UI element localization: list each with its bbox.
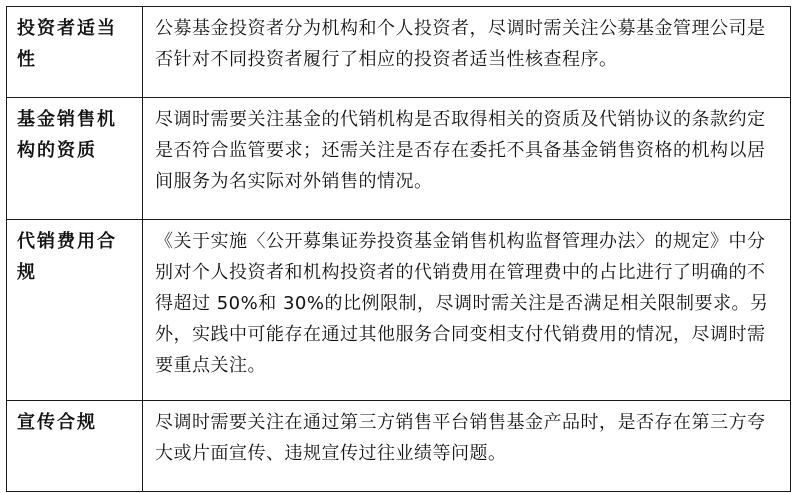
- row-content-agency-fee-compliance: 《关于实施〈公开募集证券投资基金销售机构监督管理办法〉的规定》中分别对个人投资者和机构投资者的代销费用在管理费中的占比进行了明确的不得超过 50%和 30%的比例限制，尽调时需关注是否满足相关限制要求。另外，实践中可能存在通过其他服务合同变相支付代销费用的情况，尽调时需要重点关注。: [143, 220, 791, 401]
- row-content-promotion-compliance: 尽调时需要关注在通过第三方销售平台销售基金产品时，是否存在第三方夸大或片面宣传、违规宣传过往业绩等问题。: [143, 401, 791, 492]
- table-row: [7, 401, 791, 492]
- row-label-agency-fee-compliance: 代销费用合规: [7, 220, 143, 401]
- row-label-promotion-compliance: 宣传合规: [7, 401, 143, 492]
- row-label-sales-agency-qualification: 基金销售机构的资质: [7, 98, 143, 220]
- table-row: [7, 220, 791, 401]
- due-diligence-table: [6, 6, 791, 492]
- table-row: [7, 98, 791, 220]
- row-content-investor-suitability: 公募基金投资者分为机构和个人投资者，尽调时需关注公募基金管理公司是否针对不同投资者履行了相应的投资者适当性核查程序。: [143, 7, 791, 98]
- row-content-sales-agency-qualification: 尽调时需要关注基金的代销机构是否取得相关的资质及代销协议的条款约定是否符合监管要求；还需关注是否存在委托不具备基金销售资格的机构以居间服务为名实际对外销售的情况。: [143, 98, 791, 220]
- row-label-investor-suitability: 投资者适当性: [7, 7, 143, 98]
- table-row: [7, 7, 791, 98]
